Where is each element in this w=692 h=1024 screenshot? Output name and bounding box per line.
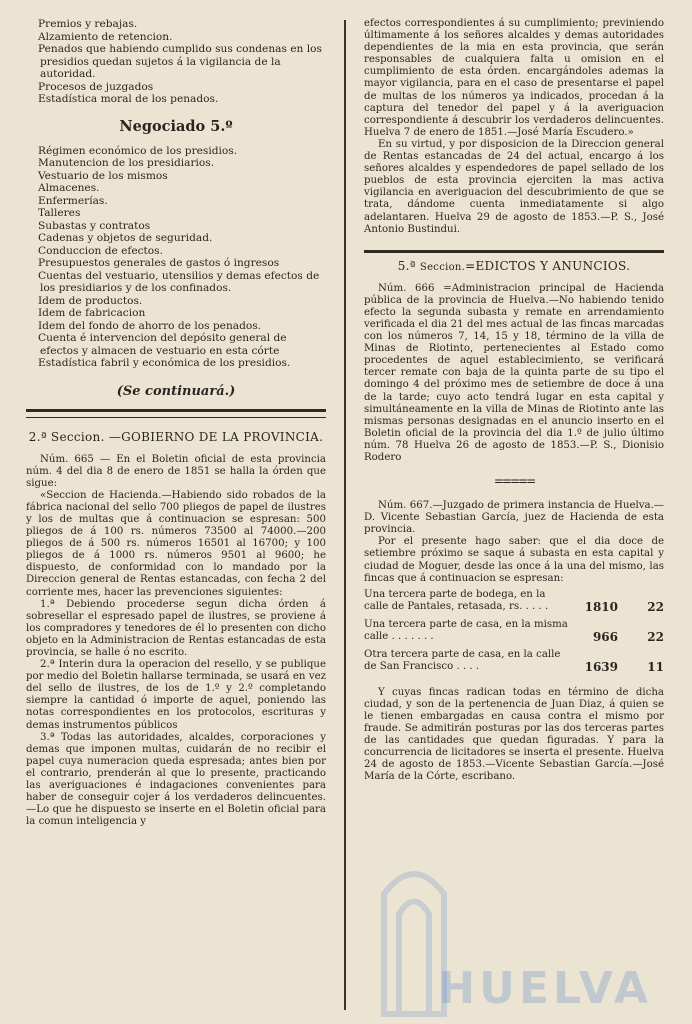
- table-row: [364, 589, 664, 619]
- section-name: =EDICTOS Y ANUNCIOS.: [465, 258, 631, 273]
- right-column: [364, 18, 664, 784]
- list-item: Subastas y contratos: [38, 219, 151, 232]
- paragraph: En su virtud, y por disposicion de la Direccion general de Rentas estancadas de 24 del actual, encargo á los señores alcaldes y espendedores de papel sellado de los pueblos de esta provincia ejerciten la mas activa vigilancia en averiguacion del descubrimiento de que se trata, dándome cuenta inmediatamente si algo adelantaren. Huelva 29 de agosto de 1853.—P. S., José Antonio Bustindui.: [364, 138, 664, 235]
- list-item: Talleres: [38, 207, 81, 219]
- watermark-text: HUELVA: [438, 963, 652, 1014]
- list-item: Conduccion de efectos.: [38, 244, 163, 257]
- paragraph: efectos correspondientes á su cumplimiento; previniendo últimamente á los señores alcaldes y demas autoridades dependientes de la mia en esta provincia, que serán responsables de cualquiera falta u omision en el cumplimiento de esta órden. encargándoles ademas la mayor vigilancia, para en el caso de presentarse el papel de multas de los números ya indicados, procedan á la captura del tenedor del papel y á la averiguacion correspondiente á descubrir los verdaderos delincuentes. Huelva 7 de enero de 1851.—José María Escudero.»: [364, 18, 664, 138]
- table-cell-desc: Una tercera parte de casa, en la misma calle . . . . . . .: [364, 618, 568, 642]
- list-item: Vestuario de los mismos: [38, 169, 168, 182]
- negociado-list: [26, 145, 326, 370]
- table-cell-amount: 1639: [584, 659, 618, 674]
- table-cell-cents: 22: [647, 599, 664, 614]
- paragraph: 2.ª Interin dura la operacion del resello, y se publique por medio del Boletin hallarse terminada, se usará en vez del sello de ilustres, de los de 1.º y 2.º completando siempre la cantidad ó importe de aquel, poniendo las notas correspondientes en los protocolos, escrituras y demas instrumentos públicos: [26, 659, 326, 731]
- list-item: Alzamiento de retencion.: [38, 30, 173, 43]
- fincas-table: [364, 589, 664, 679]
- list-item: Régimen económico de los presidios.: [38, 144, 238, 157]
- section-number: 5.ª: [397, 258, 416, 273]
- list-item: Estadística moral de los penados.: [38, 93, 219, 105]
- list-item: Idem de fabricacion: [38, 307, 146, 319]
- list-item: Cuentas del vestuario, utensilios y demas efectos de los presidiarios y de los confinados.: [38, 269, 320, 294]
- list-item: Idem de productos.: [38, 294, 143, 307]
- list-item: Procesos de juzgados: [38, 80, 154, 93]
- top-list: [26, 18, 326, 106]
- list-item: Cadenas y objetos de seguridad.: [38, 232, 213, 244]
- list-item: Almacenes.: [38, 182, 100, 194]
- continuara-note: (Se continuará.): [116, 383, 236, 399]
- article-665: [26, 454, 326, 829]
- list-item: Manutencion de los presidiarios.: [38, 157, 215, 169]
- article-667-body: Por el presente hago saber: que el dia doce de setiembre próximo se saque á subasta en esta capital y ciudad de Moguer, desde las once á la una del mismo, las fincas que á continuacion se espresan:: [364, 536, 664, 584]
- table-cell-amount: 1810: [584, 599, 618, 614]
- list-item: Premios y rebajas.: [38, 18, 138, 30]
- separator-dash: =====: [493, 474, 535, 489]
- article-666: Núm. 666 =Administracion principal de Hacienda pública de la provincia de Huelva.—No habiendo tenido efecto la segunda subasta y remate en arrendamiento verificada el dia 21 del mes actual de las fincas marcadas con los números 7, 14, 15 y 18, término de la villa de Minas de Riotinto, pertenecientes al Estado como procedentes de aquel establecimiento, se verificará tercer remate con baja de la quinta parte de su tipo el domingo 4 del próximo mes de setiembre de doce á una de la tarde; cuyo acto tendrá lugar en esta capital y simultáneamente en la villa de Minas de Riotinto ante las mismas personas designadas en el anuncio inserto en el Boletin oficial de la provincia del dia 1.º de julio último núm. 78 Huelva 26 de agosto de 1853.—P. S., Dionisio Rodero: [364, 282, 664, 463]
- table-cell-desc: Una tercera parte de bodega, en la calle de Pantales, retasada, rs. . . . .: [364, 588, 549, 612]
- table-cell-cents: 11: [647, 659, 664, 674]
- paragraph: 3.ª Todas las autoridades, alcaldes, corporaciones y demas que imponen multas, cuidarán de no recibir el papel cuya numeracion queda espresada; antes bien por el contrario, prenderán al que lo presente, practicando las averiguaciones é indagaciones convenientes para haber de conseguir cojer á los verdaderos delincuentes. —Lo que he dispuesto se inserte en el Boletin oficial para la comun inteligencia y: [26, 731, 326, 828]
- left-column: [26, 18, 326, 828]
- negociado-heading: Negociado 5.º: [119, 117, 233, 135]
- list-item: Estadística fabril y económica de los presidios.: [38, 357, 291, 369]
- article-667-header: Núm. 667.—Juzgado de primera instancia de Huelva.—D. Vicente Sebastian García, juez de Hacienda de esta provincia.: [364, 500, 664, 536]
- list-item: Enfermerías.: [38, 194, 108, 207]
- table-cell-amount: 966: [592, 629, 618, 644]
- paragraph: Núm. 665 — En el Boletin oficial de esta provincia núm. 4 del dia 8 de enero de 1851 se halla la órden que sigue:: [26, 453, 326, 489]
- table-cell-cents: 22: [647, 629, 664, 644]
- section-title-edictos: [364, 259, 664, 273]
- list-item: Cuenta é intervencion del depósito general de efectos y almacen de vestuario en esta córte: [38, 332, 287, 357]
- list-item: Presupuestos generales de gastos ó ingresos: [38, 257, 280, 269]
- paragraph: 1.ª Debiendo procederse segun dicha órden á sobresellar el espresado papel de ilustres, se proviene á los compradores y tenedores de él lo presenten con dicho objeto en la Administracion de Rentas estancadas de esta provincia, se halle ó no escrito.: [26, 598, 326, 658]
- list-item: Penados que habiendo cumplido sus condenas en los presidios quedan sujetos á la vigilancia de la autoridad.: [38, 43, 322, 80]
- table-cell-desc: Otra tercera parte de casa, en la calle de San Francisco . . . .: [364, 648, 561, 672]
- section-rule: [364, 250, 664, 253]
- list-item: Idem del fondo de ahorro de los penados.: [38, 319, 262, 332]
- section-label: Seccion.: [419, 261, 466, 273]
- section-title-gobierno: 2.ª Seccion. —GOBIERNO DE LA PROVINCIA.: [28, 429, 324, 444]
- paragraph: «Seccion de Hacienda.—Habiendo sido robados de la fábrica nacional del sello 700 pliegos de papel de ilustres y los de multas que á continuacion se espresan: 500 pliegos de á 100 rs. números 73500 al 74000.—200 pliegos de á 500 rs. números 16501 al 16700; y 100 pliegos de á 1000 rs. números 9501 al 9600; he dispuesto, de conformidad con lo mandado por la Direccion general de Rentas estancadas, con fecha 2 del corriente mes, hacer las prevenciones siguientes:: [26, 489, 326, 598]
- article-667-final: Y cuyas fincas radican todas en término de dicha ciudad, y son de la pertenencia de Juan Diaz, á quien se le tienen embargadas en causa contra el mismo por fraude. Se admitirán posturas por las dos terceras partes de las cantidades que quedan figuradas. Y para la concurrencia de licitadores se inserta el presente. Huelva 24 de agosto de 1853.—Vicente Sebastian García.—José María de la Córte, escribano.: [364, 686, 664, 783]
- section-rule: [26, 409, 326, 418]
- column-divider: [344, 20, 346, 1010]
- table-row: [364, 619, 664, 649]
- table-row: [364, 649, 664, 679]
